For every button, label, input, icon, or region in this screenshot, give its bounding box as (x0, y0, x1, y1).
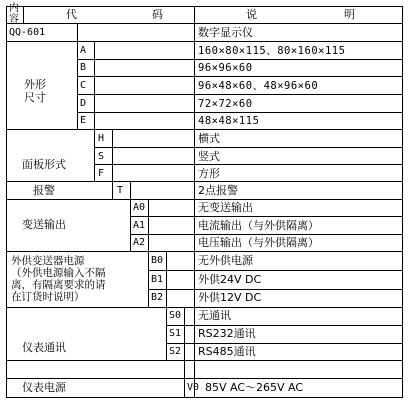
row-divider (6, 360, 403, 361)
comm-desc-s1: RS232通讯 (198, 327, 256, 340)
row-divider (6, 181, 403, 182)
column-divider (130, 199, 131, 252)
table-border-right (402, 6, 403, 398)
row-divider (6, 199, 403, 200)
size-desc-a: 160×80×115、80×160×115 (198, 45, 346, 57)
column-divider (184, 307, 185, 361)
row-divider (166, 343, 403, 344)
row-divider (6, 251, 403, 252)
power-supply-label-line-3: 离，有隔离要求的请 (11, 279, 106, 291)
column-divider (194, 6, 195, 398)
model-description: 数字显示仪 (198, 26, 253, 39)
row-divider (77, 76, 403, 77)
column-divider (112, 181, 113, 200)
alarm-code: T (117, 185, 124, 196)
panel-desc-s: 竖式 (198, 150, 220, 163)
size-desc-d: 72×72×60 (198, 98, 253, 110)
row-divider (130, 216, 403, 217)
panel-desc-f: 方形 (198, 167, 220, 180)
model-code: QQ-601 (9, 27, 46, 38)
panel-label: 面板形式 (22, 158, 66, 171)
power-supply-label-line-4: 在订货时说明） (11, 291, 85, 303)
transmit-code-a2: A2 (133, 237, 146, 248)
size-code-d: D (80, 98, 87, 109)
row-divider (6, 307, 403, 308)
row-divider (148, 289, 403, 290)
comm-code-s2: S2 (169, 346, 182, 357)
column-divider (184, 360, 185, 379)
row-divider (77, 112, 403, 113)
power-supply-code-b0: B0 (151, 255, 164, 266)
power-supply-code-b1: B1 (151, 274, 164, 285)
row-divider (77, 94, 403, 95)
row-divider (6, 129, 403, 130)
header-desc-char-2: 明 (344, 8, 355, 21)
comm-desc-s0: 无通讯 (198, 309, 231, 322)
row-divider (130, 234, 403, 235)
alarm-description: 2点报警 (198, 184, 238, 197)
table-border-top (6, 6, 403, 7)
header-desc-char-1: 说 (246, 8, 257, 21)
column-divider (94, 129, 95, 182)
size-code-e: E (80, 115, 87, 126)
panel-code-s: S (98, 151, 105, 162)
row-divider (77, 59, 403, 60)
row-divider (6, 23, 403, 24)
transmit-desc-a0: 无变送输出 (198, 201, 253, 214)
size-code-c: C (80, 80, 87, 91)
column-divider (184, 378, 185, 398)
row-divider (6, 41, 403, 42)
size-desc-b: 96×96×60 (198, 62, 253, 74)
instrument-power-description: 85V AC～265V AC (205, 381, 304, 394)
header-code-char-2: 码 (152, 8, 163, 21)
size-label-line-2: 尺寸 (24, 91, 46, 104)
transmit-label: 变送输出 (22, 218, 66, 231)
column-divider (23, 6, 24, 24)
comm-code-s0: S0 (169, 310, 182, 321)
table-border-bottom (6, 397, 403, 398)
column-divider (148, 199, 149, 252)
header-code-char-1: 代 (66, 8, 77, 21)
alarm-label: 报警 (33, 184, 55, 197)
power-supply-code-b2: B2 (151, 292, 164, 303)
row-divider (94, 164, 403, 165)
table-border-left (6, 6, 7, 398)
power-supply-desc-b1: 外供24V DC (198, 273, 262, 286)
transmit-code-a1: A1 (133, 220, 146, 231)
power-supply-label-line-1: 外供变送器电源 (11, 255, 85, 267)
column-divider (112, 129, 113, 182)
comm-code-s1: S1 (169, 328, 182, 339)
power-supply-desc-b0: 无外供电源 (198, 254, 253, 267)
row-divider (94, 147, 403, 148)
column-divider (130, 181, 131, 200)
power-supply-label-line-2: （外供电源输入不隔 (11, 267, 106, 279)
size-code-b: B (80, 62, 87, 73)
transmit-desc-a2: 电压输出（与外供隔离） (198, 236, 319, 249)
size-desc-e: 48×48×115 (198, 115, 260, 127)
row-divider (166, 325, 403, 326)
header-content-char-2: 容 (9, 14, 19, 25)
column-divider (94, 41, 95, 130)
column-divider (148, 251, 149, 308)
transmit-code-a0: A0 (133, 202, 146, 213)
column-divider (166, 251, 167, 308)
instrument-power-code: V0 (187, 382, 200, 393)
panel-code-h: H (98, 133, 105, 144)
column-divider (77, 23, 78, 130)
size-code-a: A (80, 45, 87, 56)
panel-desc-h: 横式 (198, 132, 220, 145)
row-divider (148, 270, 403, 271)
header-content-char-1: 内 (9, 3, 19, 14)
column-divider (166, 307, 167, 361)
transmit-desc-a1: 电流输出（与外供隔离） (198, 219, 319, 232)
comm-desc-s2: RS485通讯 (198, 345, 256, 358)
instrument-power-label: 仪表电源 (22, 381, 66, 394)
panel-code-f: F (98, 168, 105, 179)
comm-label: 仪表通讯 (22, 341, 66, 354)
size-desc-c: 96×48×60、48×96×60 (198, 80, 319, 92)
power-supply-desc-b2: 外供12V DC (198, 291, 262, 304)
size-label-line-1: 外形 (24, 78, 46, 91)
row-divider (6, 378, 403, 379)
